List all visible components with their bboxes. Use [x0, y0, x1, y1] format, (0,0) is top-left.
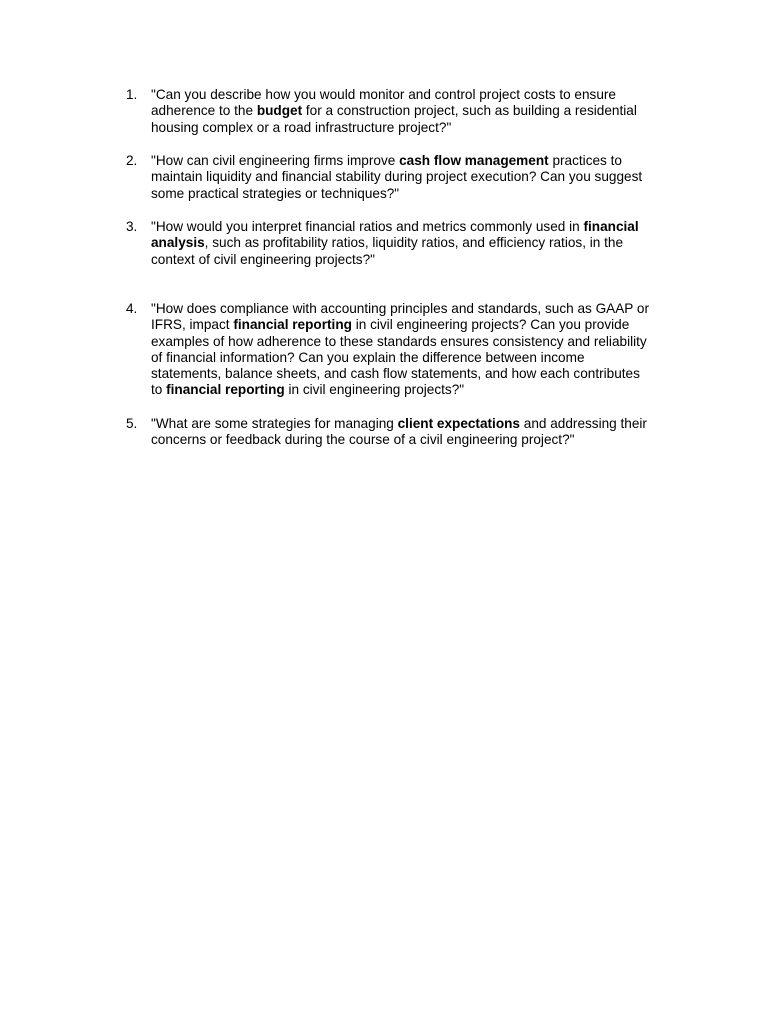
- text-line: "What are some strategies for managing client expectations and addressing their: [151, 416, 647, 431]
- text-line: context of civil engineering projects?": [151, 251, 375, 267]
- bold-term: client expectations: [397, 416, 520, 431]
- text-line: "How can civil engineering firms improve cash flow management practices to: [151, 153, 622, 168]
- list-item-number: 4.: [126, 301, 138, 316]
- text-line: "How does compliance with accounting principles and standards, such as GAAP or: [151, 301, 649, 316]
- text-line: housing complex or a road infrastructure project?": [151, 119, 452, 135]
- text-line: statements, balance sheets, and cash flow statements, and how each contributes: [151, 366, 640, 382]
- bold-term: financial reporting: [166, 382, 285, 398]
- text-line: "How would you interpret financial ratios and metrics commonly used in financial: [151, 219, 639, 234]
- text-line: maintain liquidity and financial stability during project execution? Can you suggest: [151, 169, 643, 185]
- text-line: IFRS, impact financial reporting in civil engineering projects? Can you provide: [151, 317, 630, 333]
- text-line: of financial information? Can you explain the difference between income: [151, 349, 585, 365]
- text-line: "Can you describe how you would monitor and control project costs to ensure: [151, 87, 616, 102]
- list-item-text: [151, 301, 674, 399]
- text-line: to financial reporting in civil engineering projects?": [151, 382, 465, 398]
- list-item-text: [151, 153, 674, 202]
- text-line: some practical strategies or techniques?": [151, 185, 400, 201]
- bold-term: financial: [583, 219, 639, 234]
- text-line: adherence to the budget for a construction project, such as building a residential: [151, 103, 637, 119]
- list-item-number: 5.: [126, 416, 138, 431]
- bold-term: financial reporting: [233, 317, 352, 333]
- list-item-text: [151, 416, 674, 449]
- list-item-number: 3.: [126, 219, 138, 234]
- bold-term: cash flow management: [399, 153, 549, 168]
- text-line: concerns or feedback during the course of a civil engineering project?": [151, 432, 575, 448]
- text-line: examples of how adherence to these standards ensures consistency and reliability: [151, 333, 647, 349]
- list-item-number: 1.: [126, 87, 138, 102]
- list-item-text: [151, 219, 674, 268]
- text-line: analysis, such as profitability ratios, liquidity ratios, and efficiency ratios, in the: [151, 235, 624, 251]
- list-item-text: [151, 87, 674, 136]
- bold-term: analysis: [151, 235, 205, 251]
- bold-term: budget: [256, 103, 303, 119]
- list-item-number: 2.: [126, 153, 138, 168]
